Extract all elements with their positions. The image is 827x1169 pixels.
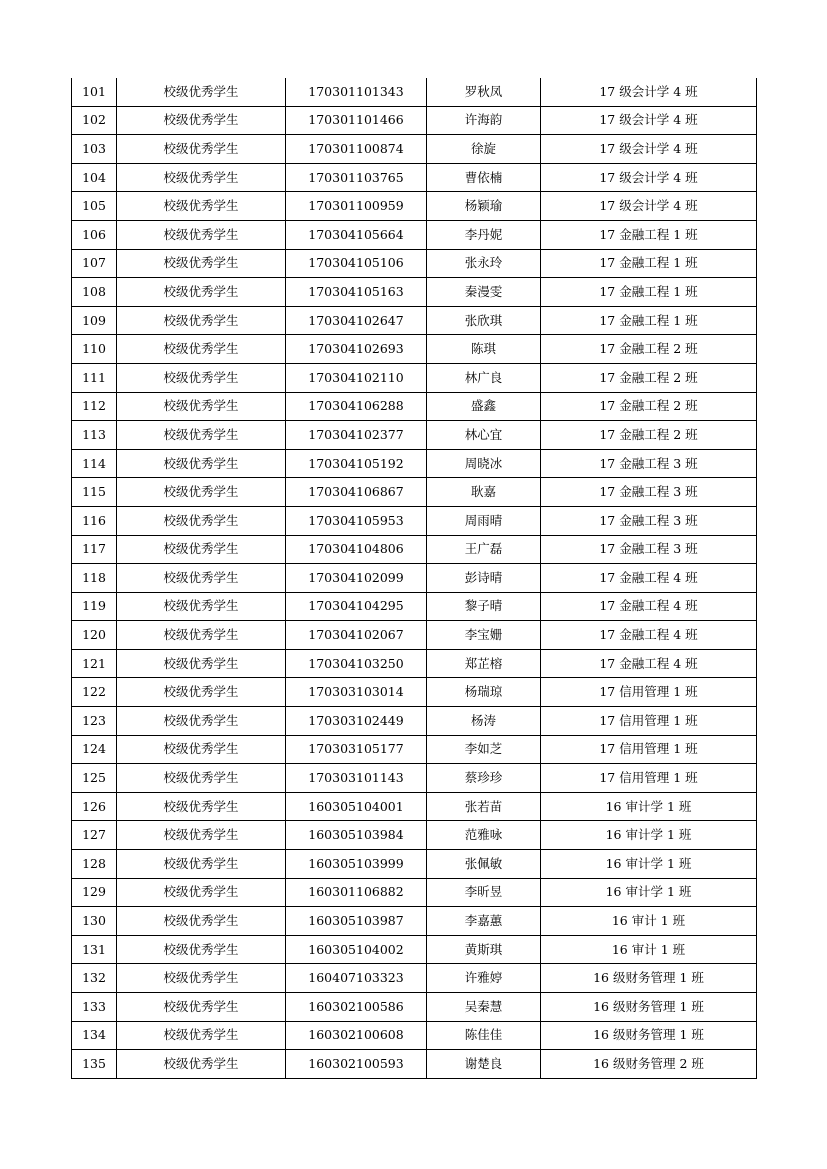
student-id-cell: 170304102067 (286, 621, 427, 650)
class-cell: 16 级财务管理 2 班 (541, 1050, 757, 1079)
award-cell: 校级优秀学生 (117, 220, 286, 249)
student-name-cell: 张欣琪 (427, 306, 541, 335)
award-cell: 校级优秀学生 (117, 707, 286, 736)
row-number-cell: 128 (72, 850, 117, 879)
class-cell: 17 金融工程 1 班 (541, 220, 757, 249)
table-row (72, 363, 757, 392)
table-row (72, 135, 757, 164)
student-id-cell: 160302100608 (286, 1021, 427, 1050)
table-row (72, 649, 757, 678)
student-name-cell: 杨瑞琼 (427, 678, 541, 707)
row-number-cell: 129 (72, 878, 117, 907)
table-row (72, 592, 757, 621)
row-number-cell: 106 (72, 220, 117, 249)
class-cell: 17 金融工程 2 班 (541, 363, 757, 392)
row-number-cell: 103 (72, 135, 117, 164)
student-name-cell: 陈琪 (427, 335, 541, 364)
student-id-cell: 170303102449 (286, 707, 427, 736)
row-number-cell: 120 (72, 621, 117, 650)
student-name-cell: 黎子晴 (427, 592, 541, 621)
student-id-cell: 170304103250 (286, 649, 427, 678)
student-name-cell: 蔡珍珍 (427, 764, 541, 793)
table-row (72, 306, 757, 335)
award-cell: 校级优秀学生 (117, 335, 286, 364)
award-cell: 校级优秀学生 (117, 649, 286, 678)
table-row (72, 564, 757, 593)
row-number-cell: 115 (72, 478, 117, 507)
class-cell: 17 金融工程 3 班 (541, 449, 757, 478)
table-row (72, 192, 757, 221)
student-id-cell: 160305104002 (286, 935, 427, 964)
award-cell: 校级优秀学生 (117, 135, 286, 164)
award-cell: 校级优秀学生 (117, 306, 286, 335)
table-row (72, 735, 757, 764)
award-cell: 校级优秀学生 (117, 421, 286, 450)
row-number-cell: 117 (72, 535, 117, 564)
class-cell: 16 审计 1 班 (541, 907, 757, 936)
table-row (72, 935, 757, 964)
class-cell: 17 金融工程 4 班 (541, 649, 757, 678)
student-id-cell: 170304102377 (286, 421, 427, 450)
class-cell: 17 金融工程 3 班 (541, 506, 757, 535)
award-cell: 校级优秀学生 (117, 764, 286, 793)
class-cell: 16 级财务管理 1 班 (541, 1021, 757, 1050)
row-number-cell: 127 (72, 821, 117, 850)
student-name-cell: 盛鑫 (427, 392, 541, 421)
student-name-cell: 张若苗 (427, 792, 541, 821)
award-cell: 校级优秀学生 (117, 678, 286, 707)
student-id-cell: 170301100874 (286, 135, 427, 164)
row-number-cell: 114 (72, 449, 117, 478)
student-id-cell: 160305104001 (286, 792, 427, 821)
table-row (72, 821, 757, 850)
student-name-cell: 林广良 (427, 363, 541, 392)
student-name-cell: 李宝姗 (427, 621, 541, 650)
student-name-cell: 许雅婷 (427, 964, 541, 993)
row-number-cell: 130 (72, 907, 117, 936)
award-cell: 校级优秀学生 (117, 506, 286, 535)
award-cell: 校级优秀学生 (117, 564, 286, 593)
class-cell: 17 级会计学 4 班 (541, 78, 757, 106)
student-name-cell: 杨涛 (427, 707, 541, 736)
student-id-cell: 170301101343 (286, 78, 427, 106)
student-name-cell: 周雨晴 (427, 506, 541, 535)
row-number-cell: 123 (72, 707, 117, 736)
award-cell: 校级优秀学生 (117, 449, 286, 478)
student-name-cell: 曹依楠 (427, 163, 541, 192)
table-row (72, 106, 757, 135)
class-cell: 17 信用管理 1 班 (541, 707, 757, 736)
table-row (72, 535, 757, 564)
student-id-cell: 170304106867 (286, 478, 427, 507)
student-id-cell: 170304105664 (286, 220, 427, 249)
student-name-cell: 林心宜 (427, 421, 541, 450)
row-number-cell: 135 (72, 1050, 117, 1079)
award-cell: 校级优秀学生 (117, 1050, 286, 1079)
award-cell: 校级优秀学生 (117, 792, 286, 821)
award-cell: 校级优秀学生 (117, 592, 286, 621)
class-cell: 16 级财务管理 1 班 (541, 964, 757, 993)
class-cell: 17 金融工程 4 班 (541, 592, 757, 621)
award-cell: 校级优秀学生 (117, 907, 286, 936)
award-cell: 校级优秀学生 (117, 363, 286, 392)
table-row (72, 506, 757, 535)
student-id-cell: 170304102110 (286, 363, 427, 392)
student-name-cell: 张佩敏 (427, 850, 541, 879)
row-number-cell: 104 (72, 163, 117, 192)
table-row (72, 449, 757, 478)
student-id-cell: 160305103984 (286, 821, 427, 850)
class-cell: 17 金融工程 3 班 (541, 535, 757, 564)
table-row (72, 878, 757, 907)
row-number-cell: 133 (72, 993, 117, 1022)
student-name-cell: 徐旋 (427, 135, 541, 164)
table-row (72, 478, 757, 507)
row-number-cell: 113 (72, 421, 117, 450)
row-number-cell: 105 (72, 192, 117, 221)
table-row (72, 792, 757, 821)
award-cell: 校级优秀学生 (117, 249, 286, 278)
award-cell: 校级优秀学生 (117, 964, 286, 993)
student-id-cell: 160305103999 (286, 850, 427, 879)
row-number-cell: 116 (72, 506, 117, 535)
student-name-cell: 秦漫雯 (427, 278, 541, 307)
table-row (72, 707, 757, 736)
table-row (72, 764, 757, 793)
award-cell: 校级优秀学生 (117, 935, 286, 964)
class-cell: 17 金融工程 2 班 (541, 392, 757, 421)
row-number-cell: 102 (72, 106, 117, 135)
class-cell: 17 级会计学 4 班 (541, 192, 757, 221)
award-cell: 校级优秀学生 (117, 163, 286, 192)
class-cell: 17 金融工程 1 班 (541, 278, 757, 307)
award-cell: 校级优秀学生 (117, 392, 286, 421)
student-id-cell: 170303103014 (286, 678, 427, 707)
award-cell: 校级优秀学生 (117, 621, 286, 650)
table-row (72, 907, 757, 936)
award-cell: 校级优秀学生 (117, 478, 286, 507)
student-id-cell: 170304104806 (286, 535, 427, 564)
class-cell: 17 金融工程 4 班 (541, 564, 757, 593)
student-name-cell: 谢楚良 (427, 1050, 541, 1079)
row-number-cell: 124 (72, 735, 117, 764)
class-cell: 17 信用管理 1 班 (541, 764, 757, 793)
class-cell: 16 审计学 1 班 (541, 850, 757, 879)
student-name-cell: 李如芝 (427, 735, 541, 764)
student-id-cell: 170304105192 (286, 449, 427, 478)
award-cell: 校级优秀学生 (117, 78, 286, 106)
table-row (72, 964, 757, 993)
class-cell: 17 金融工程 3 班 (541, 478, 757, 507)
student-id-cell: 170304102647 (286, 306, 427, 335)
row-number-cell: 111 (72, 363, 117, 392)
table-row (72, 1050, 757, 1079)
row-number-cell: 109 (72, 306, 117, 335)
class-cell: 16 审计学 1 班 (541, 792, 757, 821)
student-name-cell: 彭诗晴 (427, 564, 541, 593)
class-cell: 17 信用管理 1 班 (541, 678, 757, 707)
class-cell: 17 金融工程 1 班 (541, 249, 757, 278)
table-row (72, 1021, 757, 1050)
student-id-cell: 170301103765 (286, 163, 427, 192)
award-cell: 校级优秀学生 (117, 278, 286, 307)
row-number-cell: 101 (72, 78, 117, 106)
table-row (72, 678, 757, 707)
class-cell: 17 信用管理 1 班 (541, 735, 757, 764)
table-row (72, 278, 757, 307)
row-number-cell: 121 (72, 649, 117, 678)
row-number-cell: 122 (72, 678, 117, 707)
class-cell: 16 审计学 1 班 (541, 878, 757, 907)
student-id-cell: 170303105177 (286, 735, 427, 764)
class-cell: 16 级财务管理 1 班 (541, 993, 757, 1022)
student-id-cell: 170304104295 (286, 592, 427, 621)
student-award-table (71, 78, 757, 1079)
award-cell: 校级优秀学生 (117, 535, 286, 564)
award-cell: 校级优秀学生 (117, 735, 286, 764)
table-row (72, 249, 757, 278)
table-body (72, 78, 757, 1078)
row-number-cell: 125 (72, 764, 117, 793)
row-number-cell: 119 (72, 592, 117, 621)
student-id-cell: 160302100593 (286, 1050, 427, 1079)
class-cell: 17 金融工程 2 班 (541, 335, 757, 364)
student-id-cell: 170301101466 (286, 106, 427, 135)
student-name-cell: 吴秦慧 (427, 993, 541, 1022)
student-name-cell: 黄斯琪 (427, 935, 541, 964)
table-row (72, 621, 757, 650)
table-row (72, 78, 757, 106)
student-name-cell: 李嘉蕙 (427, 907, 541, 936)
student-name-cell: 范雅咏 (427, 821, 541, 850)
award-cell: 校级优秀学生 (117, 878, 286, 907)
class-cell: 16 审计学 1 班 (541, 821, 757, 850)
student-id-cell: 160305103987 (286, 907, 427, 936)
student-id-cell: 170304102693 (286, 335, 427, 364)
student-name-cell: 李昕昱 (427, 878, 541, 907)
student-id-cell: 170303101143 (286, 764, 427, 793)
award-cell: 校级优秀学生 (117, 192, 286, 221)
row-number-cell: 132 (72, 964, 117, 993)
student-id-cell: 170304105953 (286, 506, 427, 535)
student-id-cell: 170301100959 (286, 192, 427, 221)
row-number-cell: 126 (72, 792, 117, 821)
class-cell: 17 金融工程 2 班 (541, 421, 757, 450)
row-number-cell: 108 (72, 278, 117, 307)
student-name-cell: 耿嘉 (427, 478, 541, 507)
student-name-cell: 张永玲 (427, 249, 541, 278)
class-cell: 17 级会计学 4 班 (541, 163, 757, 192)
class-cell: 16 审计 1 班 (541, 935, 757, 964)
student-name-cell: 许海韵 (427, 106, 541, 135)
row-number-cell: 110 (72, 335, 117, 364)
student-name-cell: 王广磊 (427, 535, 541, 564)
table-row (72, 335, 757, 364)
student-name-cell: 罗秋凤 (427, 78, 541, 106)
table-row (72, 850, 757, 879)
award-cell: 校级优秀学生 (117, 1021, 286, 1050)
student-id-cell: 170304106288 (286, 392, 427, 421)
student-id-cell: 160407103323 (286, 964, 427, 993)
award-cell: 校级优秀学生 (117, 993, 286, 1022)
award-cell: 校级优秀学生 (117, 106, 286, 135)
table-row (72, 220, 757, 249)
student-id-cell: 160302100586 (286, 993, 427, 1022)
table-row (72, 421, 757, 450)
row-number-cell: 131 (72, 935, 117, 964)
class-cell: 17 级会计学 4 班 (541, 106, 757, 135)
student-name-cell: 李丹妮 (427, 220, 541, 249)
student-id-cell: 170304105163 (286, 278, 427, 307)
row-number-cell: 107 (72, 249, 117, 278)
student-name-cell: 陈佳佳 (427, 1021, 541, 1050)
student-name-cell: 周晓冰 (427, 449, 541, 478)
row-number-cell: 112 (72, 392, 117, 421)
table-row (72, 993, 757, 1022)
student-id-cell: 170304105106 (286, 249, 427, 278)
row-number-cell: 118 (72, 564, 117, 593)
award-cell: 校级优秀学生 (117, 850, 286, 879)
award-cell: 校级优秀学生 (117, 821, 286, 850)
student-id-cell: 160301106882 (286, 878, 427, 907)
student-name-cell: 杨颖瑜 (427, 192, 541, 221)
row-number-cell: 134 (72, 1021, 117, 1050)
table-row (72, 163, 757, 192)
class-cell: 17 金融工程 4 班 (541, 621, 757, 650)
student-id-cell: 170304102099 (286, 564, 427, 593)
student-name-cell: 郑芷榕 (427, 649, 541, 678)
table-row (72, 392, 757, 421)
class-cell: 17 级会计学 4 班 (541, 135, 757, 164)
class-cell: 17 金融工程 1 班 (541, 306, 757, 335)
